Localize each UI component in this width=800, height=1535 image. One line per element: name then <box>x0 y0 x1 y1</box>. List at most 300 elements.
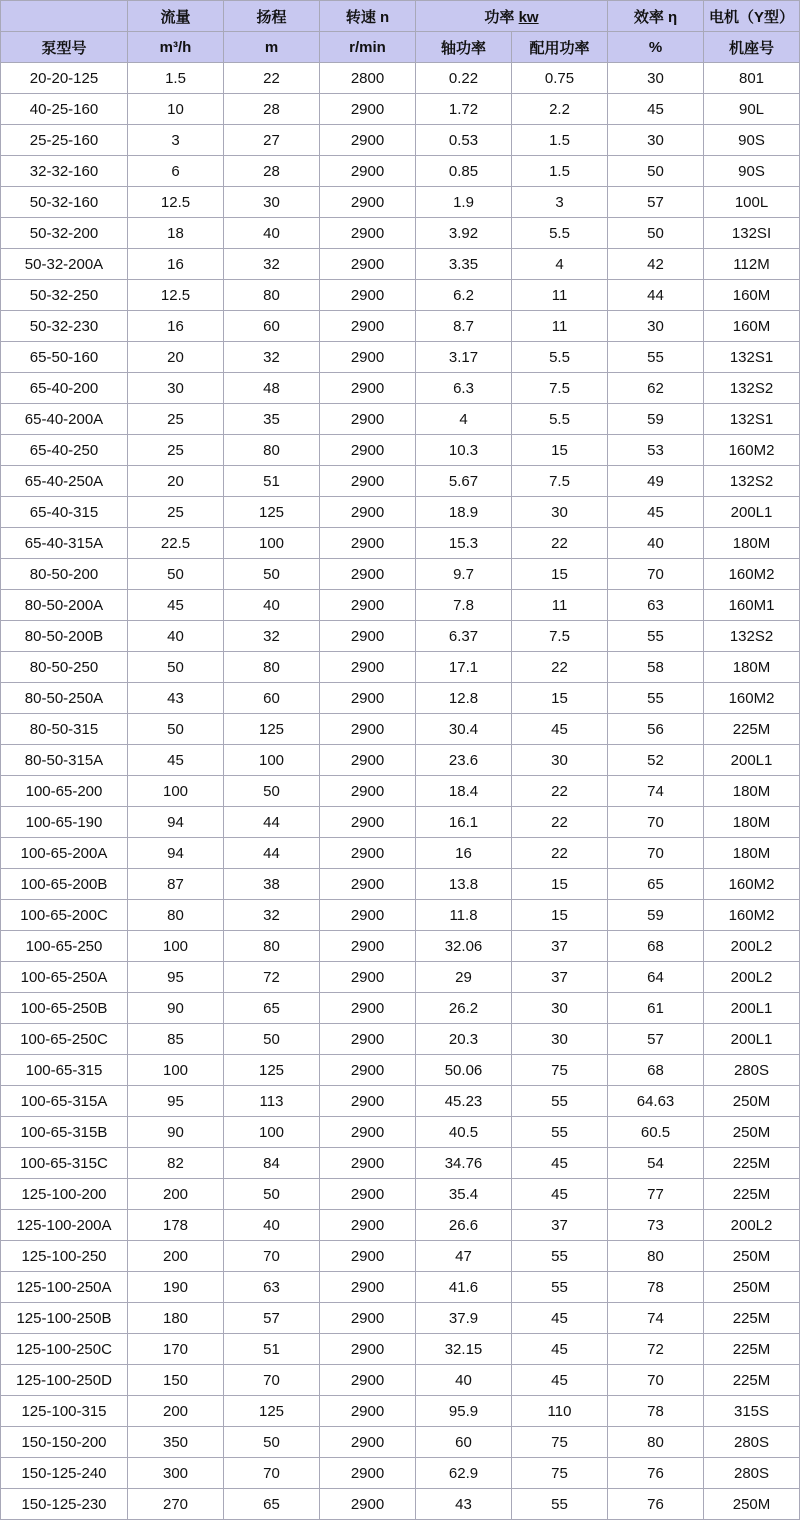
cell-flow: 190 <box>128 1272 224 1303</box>
cell-frame: 112M <box>704 249 800 280</box>
cell-head: 28 <box>224 156 320 187</box>
cell-speed: 2900 <box>320 1458 416 1489</box>
cell-frame: 180M <box>704 807 800 838</box>
cell-head: 84 <box>224 1148 320 1179</box>
cell-speed: 2900 <box>320 993 416 1024</box>
cell-model: 100-65-200 <box>1 776 128 807</box>
cell-model: 100-65-315A <box>1 1086 128 1117</box>
cell-matched-power: 22 <box>512 838 608 869</box>
cell-head: 40 <box>224 218 320 249</box>
cell-flow: 40 <box>128 621 224 652</box>
cell-frame: 160M2 <box>704 435 800 466</box>
cell-head: 60 <box>224 311 320 342</box>
cell-flow: 18 <box>128 218 224 249</box>
cell-matched-power: 45 <box>512 1148 608 1179</box>
cell-speed: 2900 <box>320 1055 416 1086</box>
cell-head: 32 <box>224 900 320 931</box>
cell-shaft-power: 40.5 <box>416 1117 512 1148</box>
cell-head: 40 <box>224 1210 320 1241</box>
cell-flow: 16 <box>128 249 224 280</box>
cell-efficiency: 61 <box>608 993 704 1024</box>
cell-speed: 2900 <box>320 404 416 435</box>
table-row <box>1 156 800 187</box>
cell-frame: 160M2 <box>704 900 800 931</box>
table-row <box>1 1117 800 1148</box>
cell-shaft-power: 30.4 <box>416 714 512 745</box>
cell-flow: 43 <box>128 683 224 714</box>
cell-flow: 180 <box>128 1303 224 1334</box>
table-row <box>1 838 800 869</box>
table-row <box>1 63 800 94</box>
table-row <box>1 1458 800 1489</box>
cell-flow: 90 <box>128 993 224 1024</box>
cell-efficiency: 76 <box>608 1458 704 1489</box>
cell-model: 125-100-250D <box>1 1365 128 1396</box>
cell-speed: 2900 <box>320 125 416 156</box>
header-model-top <box>1 1 128 32</box>
table-row <box>1 218 800 249</box>
cell-flow: 12.5 <box>128 280 224 311</box>
table-row <box>1 404 800 435</box>
cell-frame: 225M <box>704 714 800 745</box>
cell-shaft-power: 1.9 <box>416 187 512 218</box>
table-row <box>1 1303 800 1334</box>
cell-frame: 250M <box>704 1272 800 1303</box>
table-row <box>1 1489 800 1520</box>
cell-efficiency: 60.5 <box>608 1117 704 1148</box>
cell-model: 40-25-160 <box>1 94 128 125</box>
header-motor: 电机（Y型） <box>704 1 800 32</box>
cell-head: 40 <box>224 590 320 621</box>
cell-flow: 100 <box>128 776 224 807</box>
cell-head: 50 <box>224 559 320 590</box>
cell-flow: 150 <box>128 1365 224 1396</box>
cell-speed: 2900 <box>320 621 416 652</box>
table-row <box>1 311 800 342</box>
cell-shaft-power: 45.23 <box>416 1086 512 1117</box>
cell-shaft-power: 20.3 <box>416 1024 512 1055</box>
header-model: 泵型号 <box>1 32 128 63</box>
cell-model: 125-100-200 <box>1 1179 128 1210</box>
cell-efficiency: 70 <box>608 559 704 590</box>
cell-frame: 250M <box>704 1117 800 1148</box>
cell-matched-power: 5.5 <box>512 218 608 249</box>
cell-shaft-power: 26.6 <box>416 1210 512 1241</box>
cell-frame: 200L1 <box>704 497 800 528</box>
cell-flow: 1.5 <box>128 63 224 94</box>
cell-frame: 225M <box>704 1334 800 1365</box>
cell-efficiency: 50 <box>608 218 704 249</box>
cell-matched-power: 55 <box>512 1117 608 1148</box>
table-row <box>1 435 800 466</box>
cell-matched-power: 75 <box>512 1458 608 1489</box>
table-row <box>1 590 800 621</box>
cell-speed: 2900 <box>320 1148 416 1179</box>
cell-model: 100-65-200C <box>1 900 128 931</box>
cell-frame: 90S <box>704 125 800 156</box>
cell-model: 150-125-240 <box>1 1458 128 1489</box>
cell-efficiency: 55 <box>608 342 704 373</box>
cell-flow: 25 <box>128 435 224 466</box>
cell-head: 28 <box>224 94 320 125</box>
cell-head: 50 <box>224 1427 320 1458</box>
cell-model: 100-65-250C <box>1 1024 128 1055</box>
cell-model: 65-40-315A <box>1 528 128 559</box>
cell-model: 20-20-125 <box>1 63 128 94</box>
table-row <box>1 1272 800 1303</box>
table-row <box>1 745 800 776</box>
cell-model: 125-100-250C <box>1 1334 128 1365</box>
cell-frame: 200L1 <box>704 745 800 776</box>
cell-flow: 12.5 <box>128 187 224 218</box>
cell-speed: 2900 <box>320 497 416 528</box>
cell-efficiency: 80 <box>608 1241 704 1272</box>
cell-efficiency: 68 <box>608 1055 704 1086</box>
cell-frame: 160M2 <box>704 559 800 590</box>
cell-efficiency: 56 <box>608 714 704 745</box>
cell-model: 80-50-315A <box>1 745 128 776</box>
cell-matched-power: 30 <box>512 993 608 1024</box>
cell-speed: 2900 <box>320 249 416 280</box>
cell-model: 32-32-160 <box>1 156 128 187</box>
cell-efficiency: 59 <box>608 404 704 435</box>
cell-frame: 132S1 <box>704 404 800 435</box>
cell-speed: 2900 <box>320 1365 416 1396</box>
cell-efficiency: 74 <box>608 1303 704 1334</box>
cell-matched-power: 45 <box>512 1179 608 1210</box>
cell-head: 27 <box>224 125 320 156</box>
table-row <box>1 652 800 683</box>
cell-frame: 200L2 <box>704 1210 800 1241</box>
cell-matched-power: 55 <box>512 1489 608 1520</box>
cell-head: 44 <box>224 807 320 838</box>
cell-head: 50 <box>224 1179 320 1210</box>
table-row <box>1 342 800 373</box>
cell-model: 100-65-250A <box>1 962 128 993</box>
cell-efficiency: 78 <box>608 1396 704 1427</box>
cell-head: 125 <box>224 1055 320 1086</box>
cell-shaft-power: 47 <box>416 1241 512 1272</box>
cell-head: 113 <box>224 1086 320 1117</box>
cell-matched-power: 11 <box>512 590 608 621</box>
cell-shaft-power: 6.37 <box>416 621 512 652</box>
cell-shaft-power: 8.7 <box>416 311 512 342</box>
cell-head: 125 <box>224 497 320 528</box>
cell-model: 50-32-250 <box>1 280 128 311</box>
cell-matched-power: 37 <box>512 962 608 993</box>
cell-model: 150-150-200 <box>1 1427 128 1458</box>
cell-matched-power: 30 <box>512 497 608 528</box>
cell-model: 125-100-200A <box>1 1210 128 1241</box>
cell-flow: 25 <box>128 404 224 435</box>
table-row <box>1 1055 800 1086</box>
table-row <box>1 249 800 280</box>
cell-efficiency: 65 <box>608 869 704 900</box>
cell-shaft-power: 41.6 <box>416 1272 512 1303</box>
cell-head: 60 <box>224 683 320 714</box>
cell-efficiency: 49 <box>608 466 704 497</box>
cell-matched-power: 30 <box>512 1024 608 1055</box>
cell-speed: 2900 <box>320 342 416 373</box>
cell-frame: 200L2 <box>704 962 800 993</box>
cell-head: 72 <box>224 962 320 993</box>
cell-flow: 25 <box>128 497 224 528</box>
cell-speed: 2900 <box>320 218 416 249</box>
cell-matched-power: 7.5 <box>512 466 608 497</box>
cell-efficiency: 70 <box>608 807 704 838</box>
cell-head: 22 <box>224 63 320 94</box>
table-row <box>1 1210 800 1241</box>
cell-speed: 2900 <box>320 1396 416 1427</box>
cell-flow: 170 <box>128 1334 224 1365</box>
cell-model: 80-50-250 <box>1 652 128 683</box>
cell-flow: 94 <box>128 838 224 869</box>
cell-efficiency: 72 <box>608 1334 704 1365</box>
cell-head: 100 <box>224 745 320 776</box>
table-row <box>1 497 800 528</box>
cell-flow: 300 <box>128 1458 224 1489</box>
cell-efficiency: 40 <box>608 528 704 559</box>
cell-model: 125-100-250A <box>1 1272 128 1303</box>
cell-efficiency: 74 <box>608 776 704 807</box>
header-row-2 <box>1 32 800 63</box>
cell-matched-power: 4 <box>512 249 608 280</box>
cell-frame: 160M2 <box>704 683 800 714</box>
header-efficiency-unit: % <box>608 32 704 63</box>
cell-efficiency: 68 <box>608 931 704 962</box>
cell-frame: 132S2 <box>704 466 800 497</box>
cell-speed: 2900 <box>320 466 416 497</box>
cell-matched-power: 11 <box>512 311 608 342</box>
cell-speed: 2900 <box>320 683 416 714</box>
cell-speed: 2900 <box>320 373 416 404</box>
cell-speed: 2900 <box>320 900 416 931</box>
cell-flow: 6 <box>128 156 224 187</box>
cell-efficiency: 57 <box>608 187 704 218</box>
header-flow-unit: m³/h <box>128 32 224 63</box>
cell-frame: 132SI <box>704 218 800 249</box>
cell-head: 70 <box>224 1458 320 1489</box>
cell-frame: 280S <box>704 1427 800 1458</box>
cell-matched-power: 45 <box>512 1334 608 1365</box>
cell-efficiency: 64.63 <box>608 1086 704 1117</box>
table-row <box>1 528 800 559</box>
table-row <box>1 993 800 1024</box>
cell-shaft-power: 95.9 <box>416 1396 512 1427</box>
cell-matched-power: 45 <box>512 714 608 745</box>
cell-matched-power: 5.5 <box>512 404 608 435</box>
cell-shaft-power: 50.06 <box>416 1055 512 1086</box>
cell-efficiency: 55 <box>608 683 704 714</box>
cell-speed: 2900 <box>320 838 416 869</box>
cell-head: 32 <box>224 249 320 280</box>
cell-efficiency: 64 <box>608 962 704 993</box>
header-matched-power: 配用功率 <box>512 32 608 63</box>
cell-flow: 87 <box>128 869 224 900</box>
table-row <box>1 714 800 745</box>
header-frame: 机座号 <box>704 32 800 63</box>
cell-speed: 2900 <box>320 311 416 342</box>
cell-matched-power: 3 <box>512 187 608 218</box>
cell-model: 50-32-230 <box>1 311 128 342</box>
cell-model: 80-50-200A <box>1 590 128 621</box>
cell-matched-power: 22 <box>512 528 608 559</box>
cell-head: 125 <box>224 1396 320 1427</box>
cell-matched-power: 55 <box>512 1272 608 1303</box>
table-row <box>1 466 800 497</box>
cell-head: 125 <box>224 714 320 745</box>
cell-matched-power: 11 <box>512 280 608 311</box>
cell-speed: 2900 <box>320 962 416 993</box>
cell-efficiency: 59 <box>608 900 704 931</box>
cell-frame: 200L1 <box>704 1024 800 1055</box>
cell-efficiency: 52 <box>608 745 704 776</box>
header-shaft-power: 轴功率 <box>416 32 512 63</box>
table-row <box>1 900 800 931</box>
cell-speed: 2900 <box>320 1272 416 1303</box>
cell-efficiency: 57 <box>608 1024 704 1055</box>
cell-shaft-power: 6.3 <box>416 373 512 404</box>
cell-flow: 82 <box>128 1148 224 1179</box>
table-body <box>1 63 800 1520</box>
cell-speed: 2900 <box>320 528 416 559</box>
cell-model: 80-50-250A <box>1 683 128 714</box>
cell-head: 100 <box>224 528 320 559</box>
cell-head: 30 <box>224 187 320 218</box>
cell-flow: 45 <box>128 590 224 621</box>
cell-efficiency: 70 <box>608 1365 704 1396</box>
cell-speed: 2900 <box>320 187 416 218</box>
cell-efficiency: 42 <box>608 249 704 280</box>
cell-head: 57 <box>224 1303 320 1334</box>
cell-head: 50 <box>224 776 320 807</box>
cell-shaft-power: 0.85 <box>416 156 512 187</box>
cell-head: 63 <box>224 1272 320 1303</box>
cell-speed: 2900 <box>320 869 416 900</box>
cell-efficiency: 62 <box>608 373 704 404</box>
cell-efficiency: 30 <box>608 125 704 156</box>
cell-shaft-power: 3.92 <box>416 218 512 249</box>
cell-frame: 160M <box>704 280 800 311</box>
table-row <box>1 683 800 714</box>
cell-efficiency: 50 <box>608 156 704 187</box>
cell-head: 51 <box>224 466 320 497</box>
cell-frame: 250M <box>704 1086 800 1117</box>
cell-flow: 50 <box>128 714 224 745</box>
cell-efficiency: 80 <box>608 1427 704 1458</box>
cell-flow: 10 <box>128 94 224 125</box>
cell-head: 32 <box>224 621 320 652</box>
header-head-unit: m <box>224 32 320 63</box>
cell-speed: 2900 <box>320 1489 416 1520</box>
cell-frame: 280S <box>704 1055 800 1086</box>
cell-speed: 2900 <box>320 1334 416 1365</box>
cell-model: 150-125-230 <box>1 1489 128 1520</box>
table-row <box>1 931 800 962</box>
table-row <box>1 962 800 993</box>
cell-frame: 160M2 <box>704 869 800 900</box>
cell-shaft-power: 1.72 <box>416 94 512 125</box>
cell-frame: 801 <box>704 63 800 94</box>
cell-frame: 132S2 <box>704 621 800 652</box>
cell-speed: 2900 <box>320 435 416 466</box>
cell-head: 80 <box>224 435 320 466</box>
cell-efficiency: 76 <box>608 1489 704 1520</box>
cell-efficiency: 30 <box>608 63 704 94</box>
cell-speed: 2900 <box>320 559 416 590</box>
cell-model: 100-65-250 <box>1 931 128 962</box>
cell-matched-power: 15 <box>512 559 608 590</box>
cell-speed: 2900 <box>320 1303 416 1334</box>
cell-matched-power: 37 <box>512 931 608 962</box>
cell-frame: 132S2 <box>704 373 800 404</box>
cell-shaft-power: 35.4 <box>416 1179 512 1210</box>
cell-head: 65 <box>224 1489 320 1520</box>
cell-frame: 132S1 <box>704 342 800 373</box>
cell-flow: 50 <box>128 559 224 590</box>
cell-speed: 2900 <box>320 1241 416 1272</box>
cell-shaft-power: 3.35 <box>416 249 512 280</box>
cell-speed: 2900 <box>320 776 416 807</box>
cell-frame: 180M <box>704 652 800 683</box>
cell-efficiency: 73 <box>608 1210 704 1241</box>
cell-shaft-power: 23.6 <box>416 745 512 776</box>
cell-flow: 94 <box>128 807 224 838</box>
cell-matched-power: 37 <box>512 1210 608 1241</box>
cell-flow: 22.5 <box>128 528 224 559</box>
cell-speed: 2900 <box>320 590 416 621</box>
cell-speed: 2900 <box>320 807 416 838</box>
cell-efficiency: 70 <box>608 838 704 869</box>
cell-flow: 20 <box>128 342 224 373</box>
cell-model: 65-40-250A <box>1 466 128 497</box>
header-row-1 <box>1 1 800 32</box>
header-flow: 流量 <box>128 1 224 32</box>
table-row <box>1 1365 800 1396</box>
cell-frame: 225M <box>704 1303 800 1334</box>
cell-shaft-power: 0.53 <box>416 125 512 156</box>
cell-matched-power: 55 <box>512 1086 608 1117</box>
cell-flow: 270 <box>128 1489 224 1520</box>
table-row <box>1 869 800 900</box>
cell-matched-power: 75 <box>512 1055 608 1086</box>
cell-shaft-power: 10.3 <box>416 435 512 466</box>
cell-shaft-power: 13.8 <box>416 869 512 900</box>
cell-matched-power: 110 <box>512 1396 608 1427</box>
cell-efficiency: 53 <box>608 435 704 466</box>
cell-shaft-power: 9.7 <box>416 559 512 590</box>
cell-shaft-power: 3.17 <box>416 342 512 373</box>
cell-model: 50-32-200 <box>1 218 128 249</box>
cell-efficiency: 45 <box>608 94 704 125</box>
cell-speed: 2900 <box>320 745 416 776</box>
cell-frame: 90S <box>704 156 800 187</box>
cell-flow: 200 <box>128 1396 224 1427</box>
cell-head: 38 <box>224 869 320 900</box>
cell-head: 80 <box>224 280 320 311</box>
cell-speed: 2900 <box>320 1117 416 1148</box>
cell-model: 100-65-315B <box>1 1117 128 1148</box>
cell-matched-power: 45 <box>512 1303 608 1334</box>
header-power <box>416 1 608 32</box>
cell-model: 100-65-200B <box>1 869 128 900</box>
cell-efficiency: 77 <box>608 1179 704 1210</box>
cell-model: 100-65-315 <box>1 1055 128 1086</box>
cell-shaft-power: 26.2 <box>416 993 512 1024</box>
cell-shaft-power: 40 <box>416 1365 512 1396</box>
cell-flow: 50 <box>128 652 224 683</box>
cell-frame: 160M1 <box>704 590 800 621</box>
